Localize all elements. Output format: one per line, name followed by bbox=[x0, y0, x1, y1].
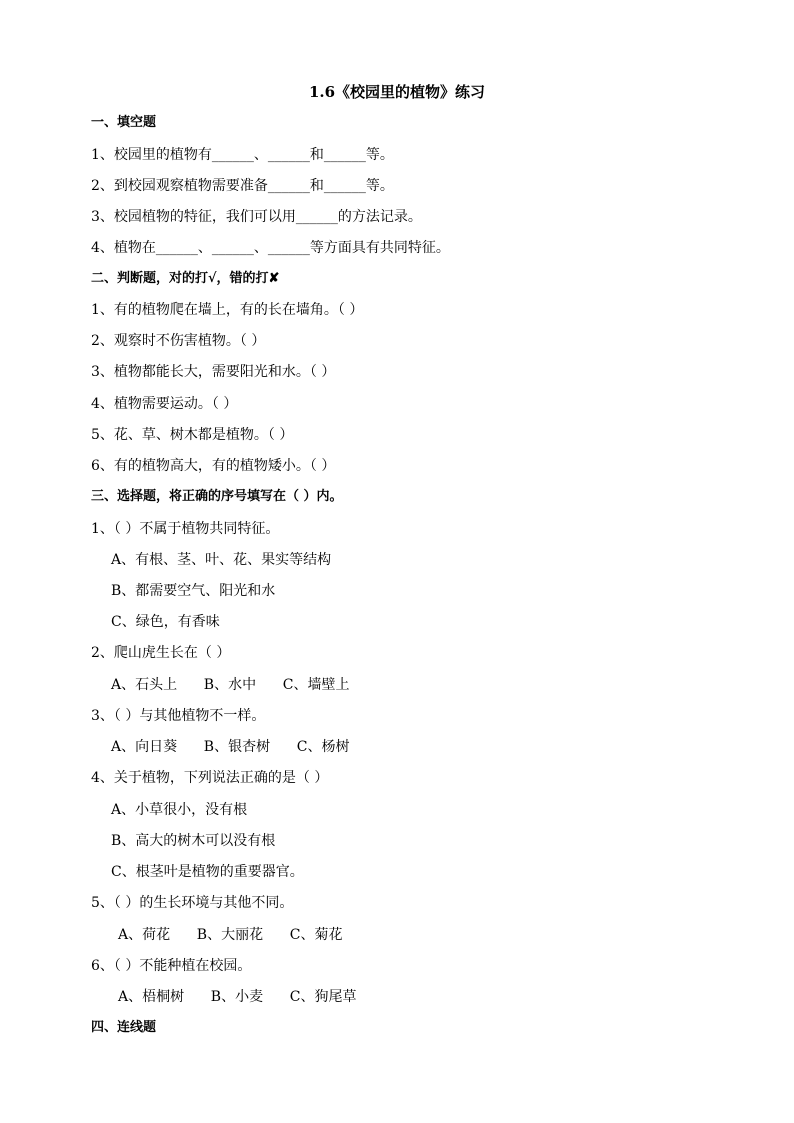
choice-q4-option-b: B、高大的树木可以没有根 bbox=[111, 833, 276, 849]
choice-question-5: 5、（ ）的生长环境与其他不同。 bbox=[91, 895, 294, 911]
true-false-question-1: 1、有的植物爬在墙上，有的长在墙角。（ ） bbox=[91, 302, 364, 318]
choice-q1-option-c: C、绿色，有香味 bbox=[111, 614, 220, 630]
true-false-question-3: 3、植物都能长大，需要阳光和水。（ ） bbox=[91, 364, 336, 380]
section-heading-true-false: 二、判断题，对的打√，错的打✘ bbox=[91, 271, 280, 286]
choice-q4-option-c: C、根茎叶是植物的重要器官。 bbox=[111, 864, 304, 880]
choice-question-1: 1、（ ）不属于植物共同特征。 bbox=[91, 521, 280, 537]
choice-q3-options: A、向日葵 B、银杏树 C、杨树 bbox=[111, 739, 350, 755]
fill-blank-question-3: 3、校园植物的特征，我们可以用______的方法记录。 bbox=[91, 209, 422, 225]
choice-question-2: 2、爬山虎生长在（ ） bbox=[91, 645, 231, 661]
choice-q4-option-a: A、小草很小，没有根 bbox=[111, 802, 248, 818]
section-heading-fill-blank: 一、填空题 bbox=[91, 115, 157, 130]
true-false-question-5: 5、花、草、树木都是植物。（ ） bbox=[91, 427, 294, 443]
section-heading-choice: 三、选择题，将正确的序号填写在（ ）内。 bbox=[91, 489, 343, 504]
choice-q6-options: A、梧桐树 B、小麦 C、狗尾草 bbox=[118, 989, 357, 1005]
choice-q1-option-a: A、有根、茎、叶、花、果实等结构 bbox=[111, 552, 332, 568]
fill-blank-question-4: 4、植物在______、______、______等方面具有共同特征。 bbox=[91, 240, 450, 256]
true-false-question-6: 6、有的植物高大，有的植物矮小。（ ） bbox=[91, 458, 336, 474]
choice-q2-options: A、石头上 B、水中 C、墙壁上 bbox=[111, 677, 350, 693]
true-false-question-2: 2、观察时不伤害植物。（ ） bbox=[91, 333, 266, 349]
choice-question-3: 3、（ ）与其他植物不一样。 bbox=[91, 708, 266, 724]
choice-q1-option-b: B、都需要空气、阳光和水 bbox=[111, 583, 276, 599]
fill-blank-question-1: 1、校园里的植物有______、______和______等。 bbox=[91, 147, 394, 163]
page-title: 1.6《校园里的植物》练习 bbox=[308, 83, 486, 101]
choice-question-4: 4、关于植物，下列说法正确的是（ ） bbox=[91, 770, 329, 786]
choice-q5-options: A、荷花 B、大丽花 C、菊花 bbox=[118, 927, 343, 943]
fill-blank-question-2: 2、到校园观察植物需要准备______和______等。 bbox=[91, 178, 394, 194]
choice-question-6: 6、（ ）不能种植在校园。 bbox=[91, 958, 252, 974]
section-heading-matching: 四、连线题 bbox=[91, 1020, 157, 1035]
true-false-question-4: 4、植物需要运动。（ ） bbox=[91, 396, 238, 412]
